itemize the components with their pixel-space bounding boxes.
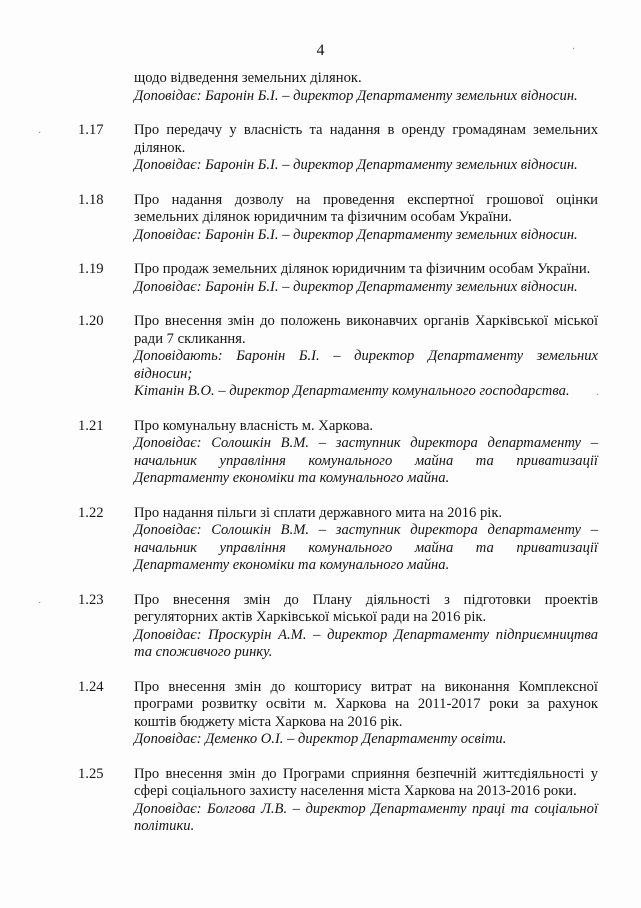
agenda-item-number: 1.24 [78, 678, 104, 695]
agenda-item [78, 313, 598, 401]
agenda-item-number: 1.17 [78, 122, 104, 138]
agenda-item-title: Про внесення змін до Програми сприяння безпечній життєдіяльності у сфері соціального захисту населення міста Харкова на 2013-2016 роки. [134, 765, 598, 799]
agenda-item-body [134, 261, 598, 296]
scan-speck: · [596, 390, 600, 401]
agenda-item-title: Про внесення змін до кошторису витрат на виконання Комплексної програми розвитку освіти м. Харкова на 2011-2017 роки за рахунок коштів бюджету міста Харкова на 2016 рік. [134, 678, 598, 730]
agenda-item-body [134, 505, 598, 575]
agenda-item-body [134, 122, 598, 175]
agenda-item-number: 1.25 [78, 765, 104, 782]
agenda-item [78, 418, 598, 488]
agenda-content [78, 70, 598, 836]
continued-item-title: щодо відведення земельних ділянок. [134, 70, 362, 86]
agenda-item [78, 261, 598, 296]
page-number: 4 [316, 42, 325, 59]
agenda-item-speaker: Доповідає: Баронін Б.І. – директор Департаменту земельних відносин. [134, 157, 578, 173]
agenda-item-body [134, 766, 598, 836]
agenda-item-number: 1.23 [78, 591, 104, 608]
continued-item-speaker: Доповідає: Баронін Б.І. – директор Департаменту земельних відносин. [134, 87, 578, 104]
agenda-item [78, 192, 598, 245]
agenda-item-body [134, 592, 598, 662]
agenda-item-number: 1.18 [78, 191, 104, 208]
agenda-item-speaker: Доповідає: Солошкін В.М. – заступник директора департаменту – начальник управління комунального майна та приватизації Департаменту економіки та комунального майна. [134, 522, 598, 573]
scan-speck: · [38, 128, 42, 139]
agenda-item-body [134, 313, 598, 401]
agenda-item-speaker: Доповідають: Баронін Б.І. – директор Департаменту земельних відносин; [134, 348, 598, 382]
agenda-item [78, 679, 598, 749]
agenda-item-title: Про комунальну власність м. Харкова. [134, 417, 374, 434]
agenda-item-speaker: Доповідає: Деменко О.І. – директор Департаменту освіти. [134, 731, 507, 747]
agenda-item-title: Про надання пільги зі сплати державного мита на 2016 рік. [134, 504, 503, 521]
agenda-item [78, 766, 598, 836]
agenda-item-title: Про внесення змін до положень виконавчих органів Харківської міської ради 7 скликання. [134, 313, 598, 347]
agenda-item-speaker: Доповідає: Солошкін В.М. – заступник директора департаменту – начальник управління комунального майна та приватизації Департаменту економіки та комунального майна. [134, 435, 598, 486]
continued-item [134, 70, 598, 105]
agenda-item-number: 1.20 [78, 313, 104, 329]
agenda-item [78, 505, 598, 575]
scan-speck: · [38, 598, 42, 609]
agenda-item [78, 592, 598, 662]
agenda-item-title: Про внесення змін до Плану діяльності з підготовки проектів регуляторних актів Харківської міської ради на 2016 рік. [134, 591, 598, 625]
agenda-item-speaker: Доповідає: Баронін Б.І. – директор Департаменту земельних відносин. [134, 278, 578, 295]
agenda-item-title: Про продаж земельних ділянок юридичним та фізичним особам України. [134, 261, 591, 277]
agenda-item-body [134, 192, 598, 245]
agenda-item-number: 1.22 [78, 504, 104, 521]
agenda-item-number: 1.19 [78, 261, 104, 277]
agenda-item-speaker: Доповідає: Болгова Л.В. – директор Департаменту праці та соціальної політики. [134, 800, 598, 834]
agenda-item-speaker: Доповідає: Проскурін А.М. – директор Департаменту підприємництва та споживчого ринку. [134, 626, 598, 660]
agenda-item-speaker: Доповідає: Баронін Б.І. – директор Департаменту земельних відносин. [134, 226, 578, 243]
agenda-item-title: Про передачу у власність та надання в оренду громадянам земельних ділянок. [134, 122, 598, 156]
agenda-item [78, 122, 598, 175]
agenda-item-title: Про надання дозволу на проведення експертної грошової оцінки земельних ділянок юридичним та фізичним особам України. [134, 191, 598, 225]
scan-speck: · [572, 44, 576, 55]
agenda-item-body [134, 418, 598, 488]
agenda-item-co-speaker: Кітанін В.О. – директор Департаменту комунального господарства. [134, 383, 570, 399]
agenda-item-body [134, 679, 598, 749]
agenda-item-number: 1.21 [78, 417, 104, 434]
